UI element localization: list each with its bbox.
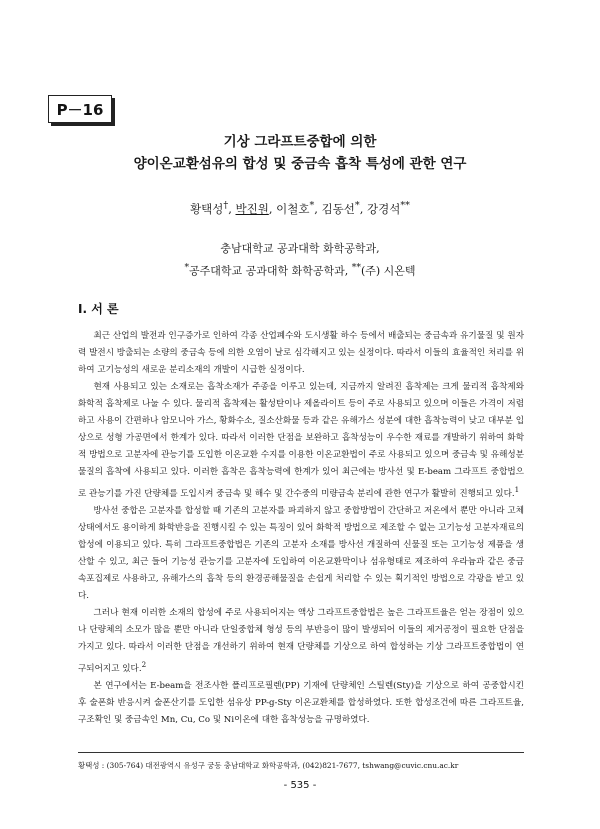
session-code: P－16 [56, 100, 104, 119]
footnote-contact: 황택성 : (305-764) 대전광역시 유성구 궁동 충남대학교 화학공학과, (042)821-7677, tshwang@cuvic.cnu.ac.kr [78, 761, 459, 770]
affiliation-3-mark: ** [351, 262, 361, 273]
author-2: 박진원 [235, 201, 269, 216]
paragraph-4-text: 그러나 현재 이러한 소재의 합성에 주로 사용되어지는 액상 그라프트중합법은 높은 그라프트율은 얻는 장점이 있으나 단량체의 소모가 많을 뿐만 아니라 단일중합체 형성 등의 부반응이 많이 발생되어 이들의 제거공정이 필요한 단점을 가지고 있다. 따라서 이러한 단점을 개선하기 위하여 현재 단량체를 기상으로 하여 합성하는 기상 그라프트중합법이 연구되어지고 있다. [78, 607, 524, 674]
affiliation-2 [0, 262, 600, 279]
paragraph-4 [78, 605, 524, 678]
author-3-mark: * [309, 200, 315, 211]
author-4: 김동선 [321, 201, 355, 216]
affiliation-3-text: (주) 시온텍 [360, 264, 416, 278]
body-text [78, 328, 524, 729]
section-heading-introduction: I. 서 론 [78, 302, 119, 316]
affiliation-2-mark: * [184, 262, 190, 273]
author-1-mark: † [223, 200, 229, 211]
author-list: 황택성†, 박진원, 이철호*, 김동선*, 강경석** [190, 200, 410, 216]
page-number: - 535 - [283, 780, 317, 791]
paragraph-5: 본 연구에서는 E-beam을 전조사한 폴리프로필렌(PP) 기재에 단량체인 스틸렌(Sty)을 기상으로 하여 공중합시킨 후 술폰화 반응시켜 술폰산기를 도입한 섬유상 PP-g-Sty 이온교환체를 합성하였다. 또한 합성조건에 따른 그라프트율, 구조확인 및 중금속인 Mn, Cu, Co 및 Ni이온에 대한 흡착성능을 규명하였다. [78, 680, 524, 725]
author-3: 이철호 [276, 201, 310, 216]
affiliation-2-text: 공주대학교 공과대학 화학공학과, [189, 264, 352, 278]
paragraph-2 [78, 379, 524, 503]
author-1: 황택성 [190, 201, 224, 216]
paragraph-1: 최근 산업의 발전과 인구증가로 인하여 각종 산업폐수와 도시생활 하수 등에서 배출되는 중금속과 유기물질 및 원자력 발전시 방출되는 소량의 중금속 등에 의한 오염이 날로 심각해지고 있는 실정이다. 따라서 이들의 효율적인 처리를 위하여 고기능성의 새로운 분리소재의 개발이 시급한 실정이다. [78, 331, 524, 375]
ref-2: 2 [141, 659, 147, 669]
title-line-2: 양이온교환섬유의 합성 및 중금속 흡착 특성에 관한 연구 [133, 156, 467, 172]
title-line-1: 기상 그라프트중합에 의한 [223, 134, 377, 150]
affiliation-1: 충남대학교 공과대학 화학공학과, [220, 242, 380, 255]
author-5: 강경석 [367, 201, 401, 216]
author-4-mark: * [354, 200, 360, 211]
paragraph-3: 방사선 중합은 고분자를 합성할 때 기존의 고분자를 파괴하지 않고 중합방법이 간단하고 저온에서 뿐만 아니라 고체상태에서도 용이하게 화학반응을 진행시킬 수 있는 특징이 있어 화학적 방법으로 제조할 수 없는 고기능성 고분자재료의 합성에 이용되고 있다. 특히 그라프트중합법은 기존의 고분자 소재를 방사선 개질하여 신물질 또는 고기능성 제품을 생산할 수 있고, 최근 들어 기능성 관능기를 고분자에 도입하여 이온교환막이나 섬유형태로 제조하여 우라늄과 같은 중금속포집제로 사용하고, 유해가스의 흡착 등의 환경공해물질을 손쉽게 처리할 수 있는 획기적인 방법으로 각광을 받고 있다. [78, 505, 524, 601]
author-5-mark: ** [400, 200, 410, 211]
session-code-box [48, 95, 112, 123]
ref-1: 1 [514, 485, 520, 494]
footnote-divider [78, 752, 524, 753]
paragraph-2-text: 현재 사용되고 있는 소재로는 흡착소재가 주종을 이루고 있는데, 지금까지 알려진 흡착제는 크게 물리적 흡착제와 화학적 흡착제로 나눌 수 있다. 물리적 흡착제는 활성탄이나 제올라이트 등이 주로 사용되고 있으며 이들은 가격이 저렴하고 사용이 간편하나 암모니아 가스, 황화수소, 질소산화물 등과 같은 유해가스 성분에 대한 흡착능력이 낮고 대부분 입상으로 성형 가공면에서 한계가 있다. 따라서 이러한 단점을 보완하고 흡착성능이 우수한 재료를 개발하기 위하여 화학적 방법으로 고분자에 관능기를 도입한 이온교환 수지를 이용한 이온교환법이 주로 사용되고 있으며 중금속 및 유해성분 물질의 흡착에 사용되고 있다. 이러한 흡착은 흡착능력에 한계가 있어 최근에는 방사선 및 E-beam 그라프트 중합법으로 관능기를 가진 단량체를 도입시켜 중금속 및 해수 및 간수중의 미량금속 분리에 관한 연구가 활발히 진행되고 있다. [78, 382, 524, 499]
